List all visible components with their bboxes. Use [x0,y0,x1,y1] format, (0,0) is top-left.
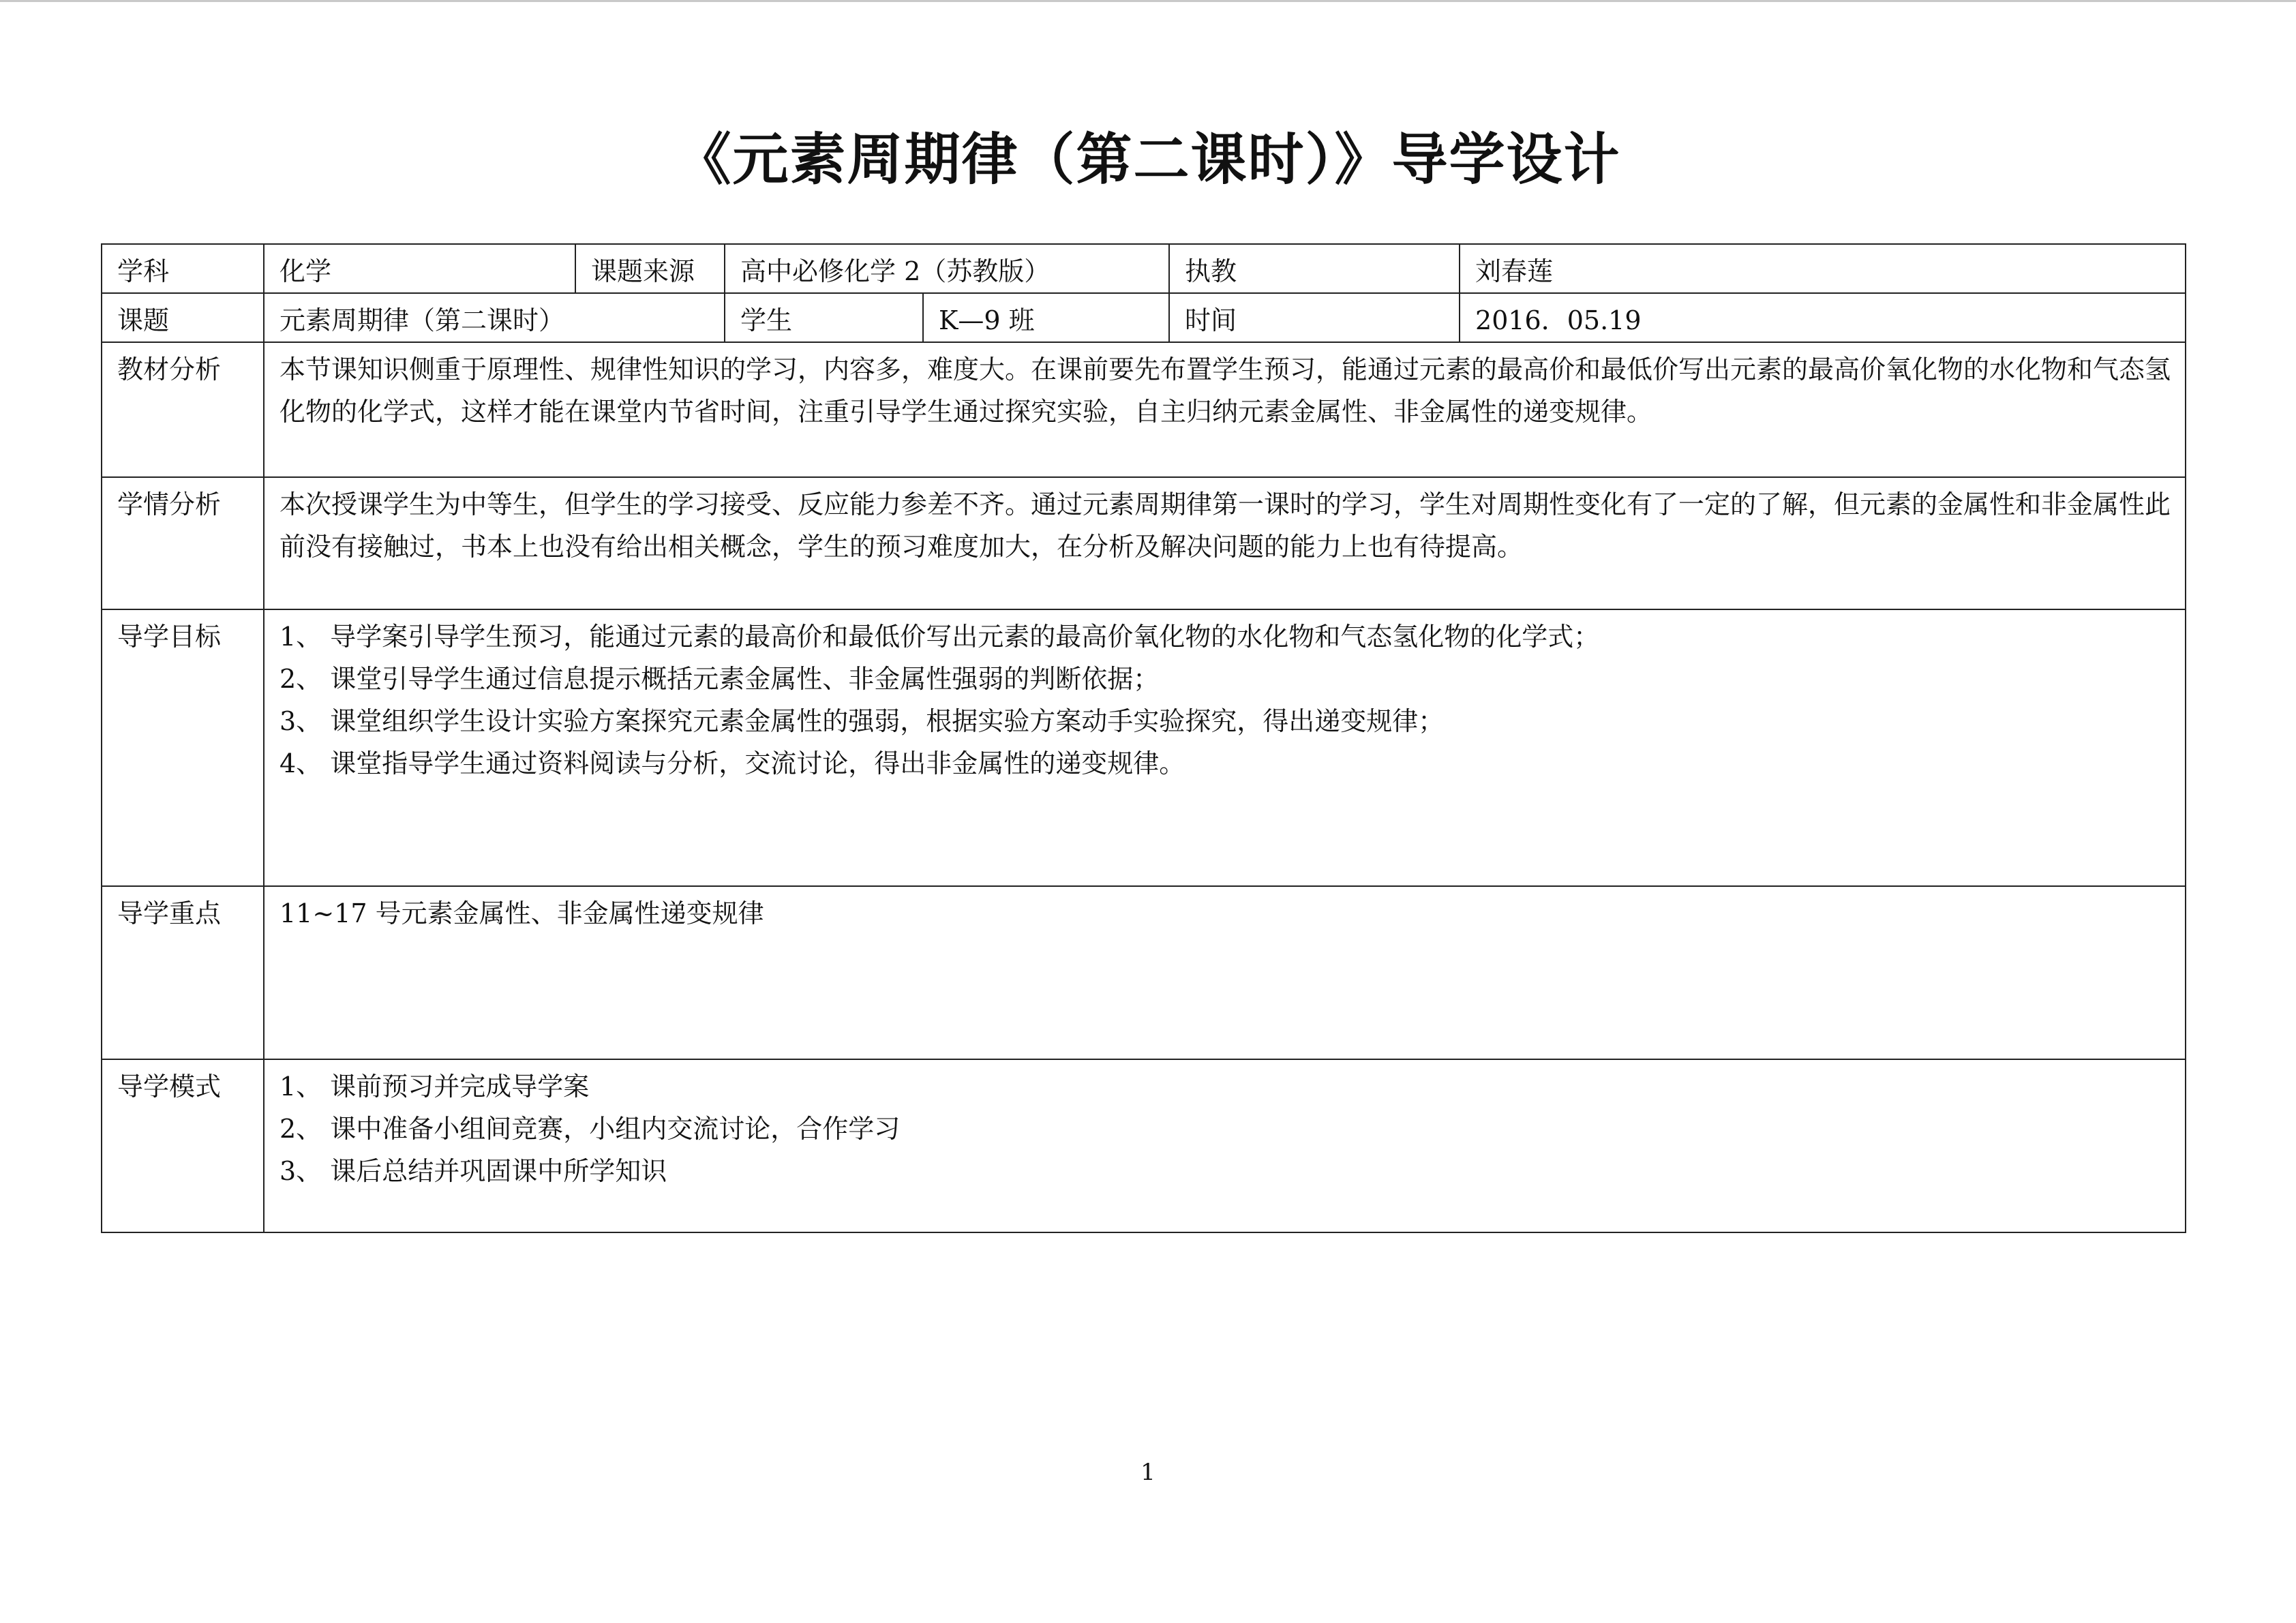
students-value: K—9 班 [923,293,1169,342]
table-row [102,609,2186,886]
subject-value: 化学 [264,244,575,293]
source-label: 课题来源 [575,244,725,293]
objectives-label: 导学目标 [102,609,264,886]
key-point-text: 11~17 号元素金属性、非金属性递变规律 [264,886,2186,1059]
table-row [102,1059,2186,1232]
page-number: 1 [1141,1459,1155,1486]
mode-item: 3、 课后总结并巩固课中所学知识 [280,1156,667,1186]
objective-item: 1、 导学案引导学生预习，能通过元素的最高价和最低价写出元素的最高价氧化物的水化物和气态氢化物的化学式； [280,622,1600,652]
objective-item: 4、 课堂指导学生通过资料阅读与分析，交流讨论，得出非金属性的递变规律。 [280,748,1185,778]
subject-label: 学科 [102,244,264,293]
source-value: 高中必修化学 2（苏教版） [725,244,1169,293]
topic-value: 元素周期律（第二课时） [264,293,725,342]
objective-item: 2、 课堂引导学生通过信息提示概括元素金属性、非金属性强弱的判断依据； [280,664,1160,694]
objective-item: 3、 课堂组织学生设计实验方案探究元素金属性的强弱，根据实验方案动手实验探究，得出递变规律； [280,706,1445,736]
textbook-analysis-label: 教材分析 [102,342,264,477]
student-analysis-label: 学情分析 [102,477,264,609]
topic-label: 课题 [102,293,264,342]
document-title: 《元素周期律（第二课时）》导学设计 [675,127,1621,192]
textbook-analysis-text: 本节课知识侧重于原理性、规律性知识的学习，内容多，难度大。在课前要先布置学生预习，能通过元素的最高价和最低价写出元素的最高价氧化物的水化物和气态氢化物的化学式，这样才能在课堂内节省时间，注重引导学生通过探究实验，自主归纳元素金属性、非金属性的递变规律。 [264,342,2186,477]
time-label: 时间 [1169,293,1460,342]
teacher-label: 执教 [1169,244,1460,293]
objectives-list [264,609,2186,886]
mode-label: 导学模式 [102,1059,264,1232]
student-analysis-text: 本次授课学生为中等生，但学生的学习接受、反应能力参差不齐。通过元素周期律第一课时的学习，学生对周期性变化有了一定的了解，但元素的金属性和非金属性此前没有接触过，书本上也没有给出相关概念，学生的预习难度加大，在分析及解决问题的能力上也有待提高。 [264,477,2186,609]
table-row [102,342,2186,477]
key-point-label: 导学重点 [102,886,264,1059]
table-row [102,477,2186,609]
students-label: 学生 [725,293,923,342]
table-row [102,293,2186,342]
top-rule [0,0,2296,2]
teacher-value: 刘春莲 [1460,244,2186,293]
mode-item: 2、 课中准备小组间竞赛，小组内交流讨论，合作学习 [280,1114,901,1144]
mode-list [264,1059,2186,1232]
mode-item: 1、 课前预习并完成导学案 [280,1072,590,1102]
table-row [102,886,2186,1059]
time-value: 2016．05.19 [1460,293,2186,342]
table-row [102,244,2186,293]
lesson-plan-table [101,243,2186,1233]
